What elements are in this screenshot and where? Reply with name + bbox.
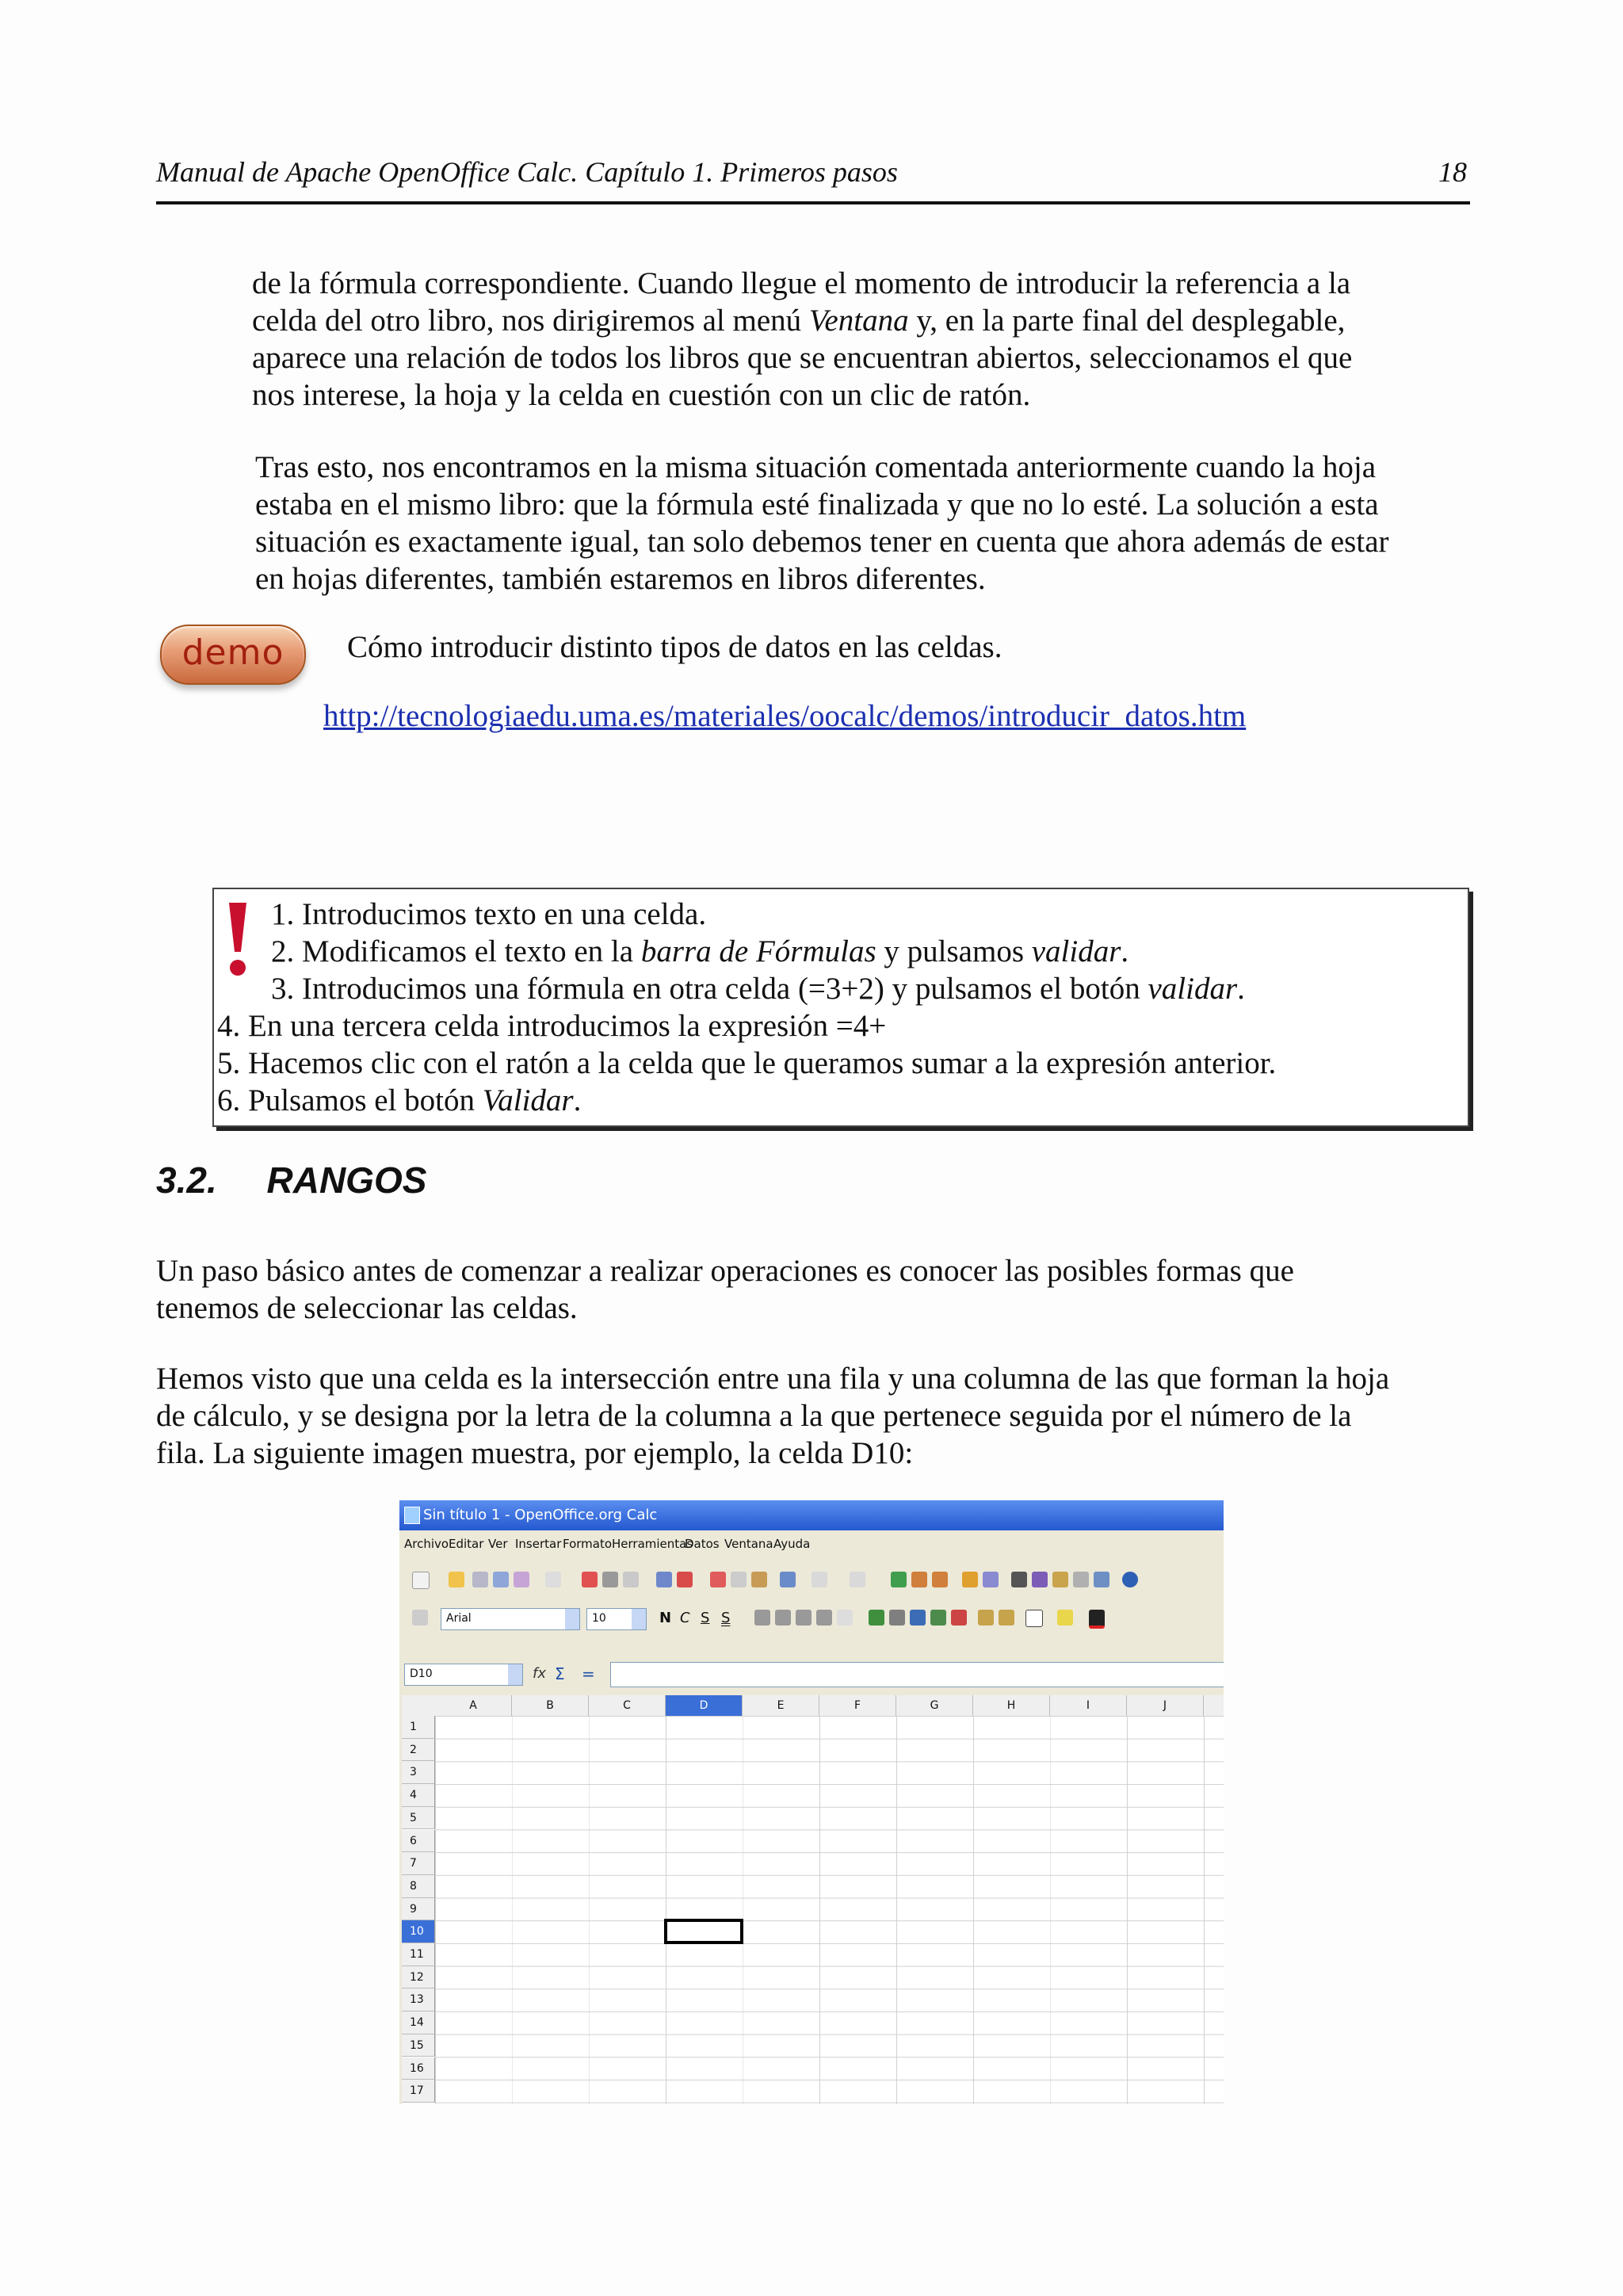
zoom-icon[interactable] (1094, 1572, 1109, 1587)
sum-icon[interactable]: Σ (555, 1664, 565, 1683)
formatting-toolbar (399, 1599, 1224, 1638)
step-5: 5. Hacemos clic con el ratón a la celda que le queramos sumar a la expresión anterior. (217, 1046, 1277, 1080)
save-icon[interactable] (472, 1572, 488, 1587)
row-header[interactable]: 15 (402, 2034, 435, 2057)
demo-link[interactable]: http://tecnologiaedu.uma.es/materiales/oocalc/demos/introducir_datos.htm (323, 699, 1247, 733)
bold-button[interactable]: N (659, 1610, 672, 1626)
calc-app-icon (404, 1507, 420, 1524)
column-header[interactable]: G (896, 1695, 973, 1717)
pdf-icon[interactable] (582, 1572, 598, 1587)
text-line: fila. La siguiente imagen muestra, por ejemplo, la celda D10: (156, 1436, 914, 1470)
function-wizard-icon[interactable]: fx (533, 1665, 546, 1682)
paragraph-3 (156, 1252, 1466, 1327)
paragraph-1 (252, 265, 1466, 414)
page-number: 18 (1438, 156, 1467, 188)
borders-icon[interactable] (1025, 1610, 1043, 1627)
text-line: Un paso básico antes de comenzar a realizar operaciones es conocer las posibles formas que (156, 1254, 1294, 1288)
column-header[interactable] (1204, 1695, 1224, 1717)
help-icon[interactable] (1122, 1572, 1138, 1587)
text-line: tenemos de seleccionar las celdas. (156, 1291, 578, 1325)
email-icon[interactable] (514, 1572, 529, 1587)
font-name-select[interactable] (441, 1608, 580, 1630)
formula-input[interactable] (610, 1662, 1224, 1687)
paste-icon[interactable] (751, 1572, 767, 1587)
add-decimal-icon[interactable] (930, 1610, 946, 1626)
column-header[interactable]: A (435, 1695, 512, 1717)
row-header[interactable]: 9 (402, 1898, 435, 1921)
paragraph-2 (255, 449, 1466, 598)
print-preview-icon[interactable] (623, 1572, 639, 1587)
paragraph-4 (156, 1360, 1466, 1472)
demo-button[interactable] (160, 625, 306, 685)
row-header[interactable]: 16 (402, 2057, 435, 2080)
menu-archivo[interactable]: Archivo (404, 1537, 449, 1551)
text-line: situación es exactamente igual, tan solo debemos tener en cuenta que ahora además de estar (255, 525, 1389, 559)
menu-herramientas[interactable]: Herramientas (612, 1537, 693, 1551)
row-header-active[interactable]: 10 (402, 1920, 435, 1943)
name-box[interactable] (404, 1664, 523, 1686)
delete-decimal-icon[interactable] (951, 1610, 967, 1626)
standard-toolbar (399, 1561, 1224, 1600)
exclamation-icon (226, 900, 250, 979)
menu-datos[interactable]: Datos (685, 1537, 720, 1551)
italic-button[interactable]: C (680, 1610, 690, 1626)
align-left-icon[interactable] (754, 1610, 770, 1626)
column-header[interactable]: B (512, 1695, 589, 1717)
redo-icon[interactable] (850, 1572, 865, 1587)
format-paintbrush-icon[interactable] (780, 1572, 796, 1587)
row-header[interactable]: 1 (402, 1716, 435, 1739)
row-header[interactable]: 17 (402, 2080, 435, 2103)
text-line: Tras esto, nos encontramos en la misma situación comentada anteriormente cuando la hoja (255, 450, 1377, 484)
edit-file-icon[interactable] (545, 1572, 561, 1587)
demo-label: demo (181, 632, 285, 673)
chevron-down-icon (508, 1664, 522, 1685)
column-header[interactable]: J (1127, 1695, 1204, 1717)
data-sources-icon[interactable] (1073, 1572, 1089, 1587)
select-all-corner[interactable] (402, 1695, 436, 1717)
step-4: 4. En una tercera celda introducimos la expresión =4+ (217, 1009, 887, 1043)
increase-indent-icon[interactable] (999, 1610, 1014, 1626)
menu-insertar[interactable]: Insertar (515, 1537, 562, 1551)
gallery-icon[interactable] (1052, 1572, 1068, 1587)
hyperlink-icon[interactable] (891, 1572, 907, 1587)
chevron-down-icon (632, 1609, 646, 1629)
decrease-indent-icon[interactable] (978, 1610, 994, 1626)
underline-button[interactable]: S (701, 1610, 710, 1626)
open-folder-icon[interactable] (449, 1572, 464, 1587)
window-titlebar (399, 1500, 1224, 1530)
text-line: estaba en el mismo libro: que la fórmula esté finalizada y que no lo esté. La solución a esta (255, 487, 1379, 521)
row-header[interactable]: 2 (402, 1739, 435, 1762)
undo-icon[interactable] (812, 1572, 827, 1587)
menu-formato[interactable]: Formato (563, 1537, 613, 1551)
menu-bar (399, 1530, 1224, 1557)
standard-format-icon[interactable] (910, 1610, 926, 1626)
currency-icon[interactable] (869, 1610, 884, 1626)
row-header[interactable]: 6 (402, 1830, 435, 1853)
align-center-icon[interactable] (775, 1610, 791, 1626)
column-header[interactable]: C (589, 1695, 666, 1717)
column-header[interactable]: E (743, 1695, 819, 1717)
merge-cells-icon[interactable] (837, 1610, 853, 1626)
menu-ventana[interactable]: Ventana (724, 1537, 773, 1551)
step-1: 1. Introducimos texto en una celda. (271, 897, 707, 931)
column-header[interactable]: H (973, 1695, 1050, 1717)
row-header[interactable]: 7 (402, 1852, 435, 1875)
cut-icon[interactable] (710, 1572, 726, 1587)
active-cell-d10[interactable] (664, 1919, 743, 1944)
text-line: aparece una relación de todos los libros que se encuentran abiertos, seleccionamos el que (252, 341, 1353, 375)
step-6: 6. Pulsamos el botón Validar. (217, 1083, 582, 1117)
menu-ayuda[interactable]: Ayuda (773, 1537, 811, 1551)
column-header[interactable]: F (819, 1695, 896, 1717)
navigator-icon[interactable] (1032, 1572, 1048, 1587)
page-header (156, 151, 1470, 204)
double-underline-button[interactable]: S (721, 1610, 731, 1626)
column-header[interactable]: I (1050, 1695, 1127, 1717)
step-2: 2. Modificamos el texto en la barra de Fórmulas y pulsamos validar. (271, 934, 1129, 968)
menu-ver[interactable]: Ver (488, 1537, 508, 1551)
row-header[interactable]: 3 (402, 1761, 435, 1784)
row-header[interactable]: 11 (402, 1943, 435, 1966)
background-color-icon[interactable] (1057, 1610, 1073, 1626)
text-line: Hemos visto que una celda es la intersección entre una fila y una columna de las que forman la hoja (156, 1362, 1390, 1396)
text-line: celda del otro libro, nos dirigiremos al menú Ventana y, en la parte final del desplegable, (252, 304, 1346, 338)
copy-icon[interactable] (731, 1572, 747, 1587)
text-line: en hojas diferentes, también estaremos en libros diferentes. (255, 562, 986, 596)
demo-caption: Cómo introducir distinto tipos de datos en las celdas. (347, 630, 1002, 664)
find-icon[interactable] (1011, 1572, 1027, 1587)
name-box-value: D10 (410, 1668, 433, 1680)
justify-icon[interactable] (816, 1610, 832, 1626)
percent-icon[interactable] (889, 1610, 905, 1626)
chart-icon[interactable] (962, 1572, 978, 1587)
text-line: de la fórmula correspondiente. Cuando llegue el momento de introducir la referencia a la (252, 266, 1351, 300)
save-as-icon[interactable] (493, 1572, 509, 1587)
section-heading (156, 1159, 426, 1201)
row-header[interactable]: 8 (402, 1875, 435, 1898)
print-icon[interactable] (602, 1572, 618, 1587)
font-color-icon[interactable] (1089, 1610, 1105, 1629)
row-header[interactable]: 13 (402, 1988, 435, 2011)
text-line: nos interese, la hoja y la celda en cuestión con un clic de ratón. (252, 378, 1031, 412)
row-header[interactable]: 5 (402, 1807, 435, 1830)
font-size-value: 10 (592, 1612, 606, 1625)
align-right-icon[interactable] (796, 1610, 812, 1626)
draw-functions-icon[interactable] (983, 1572, 999, 1587)
new-doc-icon[interactable] (412, 1572, 430, 1589)
cell-area[interactable] (435, 1716, 1224, 2104)
calc-screenshot (399, 1500, 1224, 2104)
menu-editar[interactable]: Editar (449, 1537, 484, 1551)
function-icon[interactable]: = (582, 1664, 595, 1683)
column-header-active[interactable]: D (666, 1695, 743, 1717)
step-3: 3. Introducimos una fórmula en otra celda (=3+2) y pulsamos el botón validar. (271, 972, 1245, 1006)
spellcheck-icon[interactable] (656, 1572, 672, 1587)
text-line: de cálculo, y se designa por la letra de la columna a la que pertenece seguida por el número de la (156, 1399, 1352, 1433)
autospell-icon[interactable] (677, 1572, 693, 1587)
sort-ascending-icon[interactable] (911, 1572, 927, 1587)
sort-descending-icon[interactable] (932, 1572, 948, 1587)
chevron-down-icon (565, 1609, 579, 1629)
section-number: 3.2. (156, 1159, 217, 1201)
spreadsheet-grid (402, 1695, 1224, 2104)
font-name-value: Arial (446, 1612, 472, 1625)
row-header[interactable]: 14 (402, 2011, 435, 2034)
section-title: RANGOS (266, 1159, 427, 1201)
row-header[interactable]: 4 (402, 1784, 435, 1807)
steps-box (212, 888, 1469, 1127)
header-title: Manual de Apache OpenOffice Calc. Capítulo 1. Primeros pasos (156, 156, 898, 188)
styles-icon[interactable] (412, 1610, 428, 1626)
font-size-select[interactable] (586, 1608, 647, 1630)
window-title: Sin título 1 - OpenOffice.org Calc (423, 1507, 658, 1523)
row-header[interactable]: 12 (402, 1966, 435, 1989)
